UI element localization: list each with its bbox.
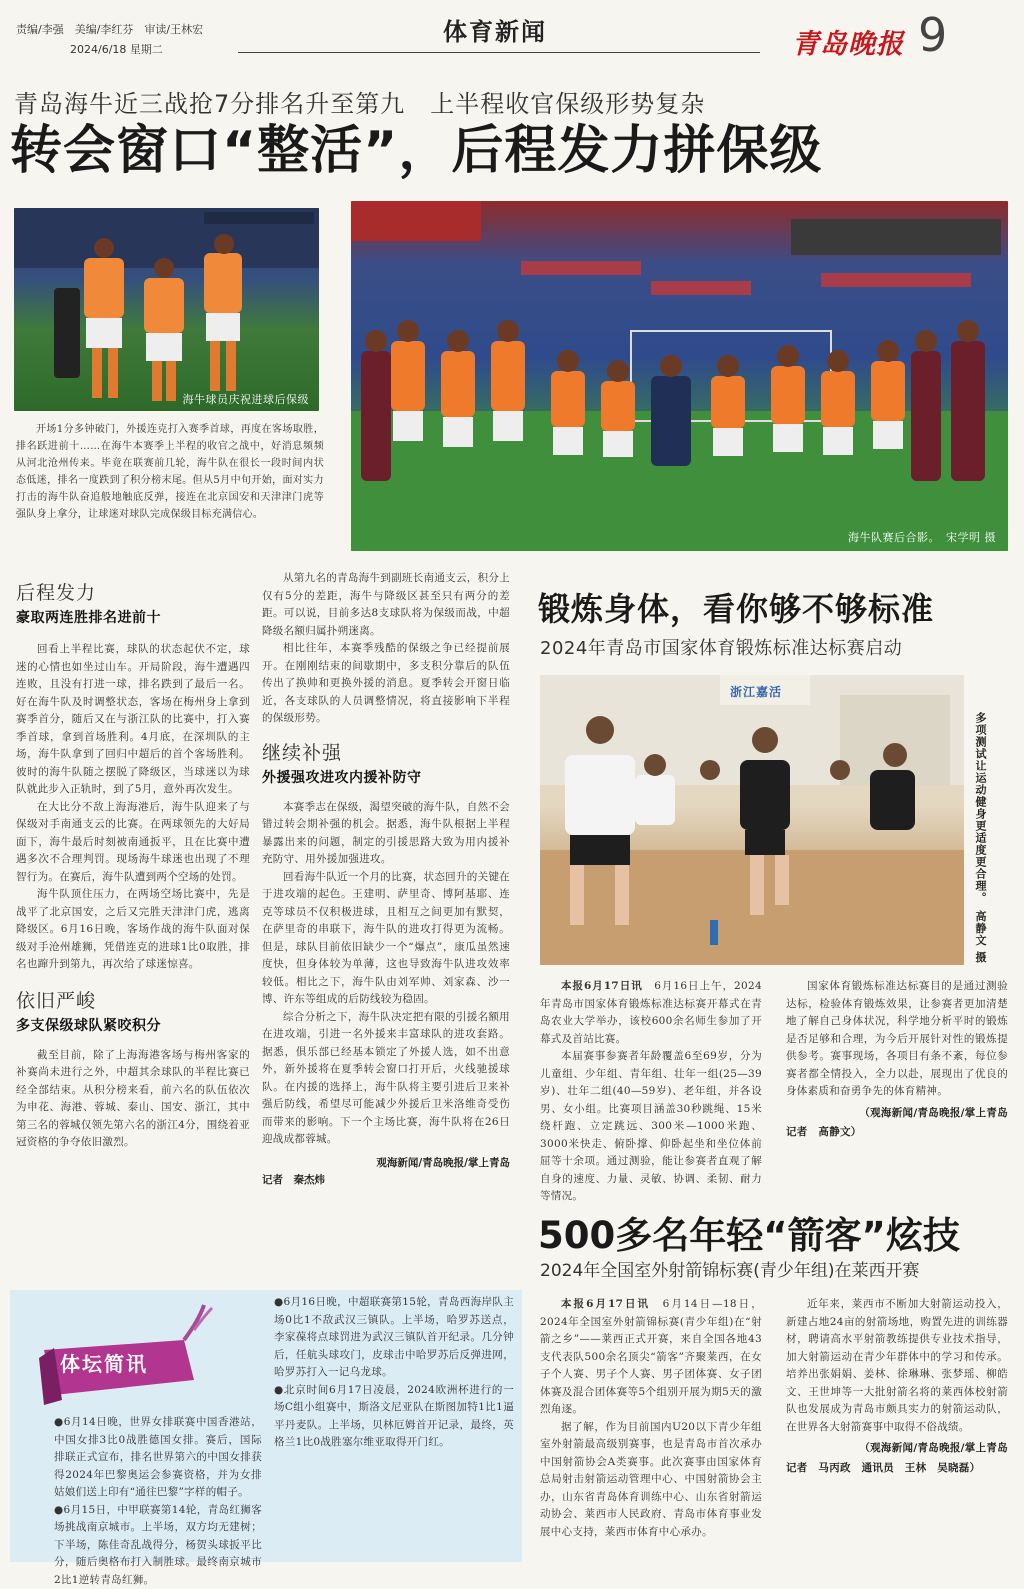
section-title: 体育新闻 (395, 12, 595, 47)
section-subheading-3: 外援强攻进攻内援补防守 (262, 767, 510, 787)
brief-item: ●北京时间6月17日凌晨，2024欧洲杯进行的一场C组小组赛中，斯洛文尼亚队在斯图加特1比1逼平丹麦队。上半场，贝林厄姆首开记录，最终，英格兰1比0战胜塞尔维亚取得开门红。 (274, 1382, 514, 1452)
section-body-2 (16, 1047, 250, 1152)
lead-intro (16, 421, 324, 523)
section-heading-2: 依旧严峻 (16, 986, 250, 1013)
paragraph: 相比往年，本赛季残酷的保级之争已经提前展开。在刚刚结束的间歇期中，多支积分靠后的队伍传出了换帅和更换外援的消息。夏季转会开窗日临近，各支球队的人员调整情况，将直接影响下半程的保级形势。 (262, 640, 510, 728)
dateline: 本报6月17日讯 (561, 980, 643, 992)
fitness-column-1 (540, 978, 762, 1206)
fitness-byline: （观海新闻/青岛晚报/掌上青岛 (786, 1105, 1008, 1123)
fitness-photo (540, 675, 964, 965)
archery-subhead: 2024年全国室外射箭锦标赛(青少年组)在莱西开赛 (540, 1256, 920, 1281)
archery-column-2 (786, 1296, 1008, 1477)
briefs-title: 体坛简讯 (60, 1348, 148, 1377)
paragraph: 本赛季志在保级，渴望突破的海牛队，自然不会错过转会期补强的机会。据悉，海牛队根据上半程暴露出来的问题，制定的引援思路大致为用内援补充防守、用外援加强进攻。 (262, 799, 510, 869)
editors-credit: 责编/李强 美编/李红芬 审读/王林宏 (16, 20, 203, 39)
photo2-caption: 海牛队赛后合影。 宋学明 摄 (848, 529, 996, 545)
paper-logo: 青岛晚报 (792, 22, 904, 61)
fitness-photo-caption: 多项测试让运动健身更适度更合理。 高静文 摄 (972, 712, 988, 963)
archery-byline: （观海新闻/青岛晚报/掌上青岛 (786, 1440, 1008, 1458)
fitness-byline-reporter: 记者 高静文） (786, 1124, 1008, 1142)
header-rule (238, 52, 760, 53)
paragraph: 回看上半程比赛，球队的状态起伏不定，球迷的心情也如坐过山车。开局阶段，海牛遭遇四连败，且没有打进一球，排名跌到了最后一名。好在海牛队及时调整状态，客场在梅州身上拿到赛季首分，随后又在与浙江队的比赛中，打入赛季首球，拿到首场胜利。4月底，在深圳队的主场，海牛队拿到了回归中超后的首个客场胜利。彼时的海牛队随之摆脱了降级区，当球迷以为球队就此步入正轨时，到了5月，意外再次发生。 (16, 641, 250, 799)
issue-date: 2024/6/18 星期二 (70, 40, 163, 59)
sports-briefs-box (10, 1290, 522, 1562)
paragraph: 回看海牛队近一个月的比赛，状态回升的关键在于进攻端的起色。王建明、萨里奇、博阿基耶、连克等球员不仅积极进球，且相互之间更加有默契，在萨里奇的串联下，海牛队的进攻打得更为流畅。但是，球队目前依旧缺少一个“爆点”，康瓜虽然速度快，但身体较为单薄，这也导致海牛队进攻效率较低。相比之下，海牛队由刘军帅、刘家森、沙一博、许东等组成的后防线较为稳固。 (262, 869, 510, 1009)
paragraph: 国家体育锻炼标准达标赛目的是通过测验达标，检验体育锻炼效果，让参赛者更加清楚地了解自己身体状况，科学地分析平时的锻炼是否足够和合理，为今后开展针对性的锻炼提供参考。赛事现场，各项目有条不紊，每位参赛者都全情投入，全力以赴，展现出了优良的身体素质和奋勇争先的体育精神。 (786, 978, 1008, 1101)
archery-column-1 (540, 1296, 762, 1541)
fitness-photo-banner: 浙江嘉活 (730, 683, 782, 700)
fitness-headline: 锻炼身体，看你够不够标准 (538, 584, 934, 630)
briefs-column-1 (54, 1414, 262, 1589)
paragraph: 近年来，莱西市不断加大射箭运动投入，新建占地24亩的射箭场地，购置先进的训练器材，聘请高水平射箭教练提供专业技术指导，加大射箭运动在青少年群体中的学习和传承。培养出张娟娟、姜林、徐琳琳、张梦瑶、柳皓文、王世坤等一大批射箭名将的莱西体校射箭队也发展成为青岛市颇具实力的射箭运动队，在世界各大射箭赛事中取得不俗战绩。 (786, 1296, 1008, 1436)
lead-intro-text: 开场1分多钟破门，外援连克打入赛季首球，再度在客场取胜，排名跃进前十……在海牛本赛季上半程的收官之战中，好消息频频从河北沧州传来。毕竟在联赛前几轮，海牛队在很长一段时间内状态低迷，排名一度跌到了积分榜末尾。但从5月中旬开始，面对实力打击的海牛队奋追般地触底反弹，接连在北京国安和天津津门虎等强队身上拿分，让球迷对球队完成保级目标充满信心。 (16, 421, 324, 523)
paragraph: 据了解，作为目前国内U20以下青少年组室外射箭最高级别赛事，也是青岛市首次承办中国射箭协会A类赛事。此次赛事由国家体育总局射击射箭运动管理中心、中国射箭协会主办，山东省青岛体育训练中心、山东省射箭运动协会、莱西市人民政府、青岛市体育事业发展中心支持，莱西市体育中心承办。 (540, 1419, 762, 1542)
lead-byline-reporter: 记者 秦杰炜 (262, 1172, 510, 1187)
paragraph: 综合分析之下，海牛队决定把有限的引援名额用在进攻端，引进一名外援来丰富球队的进攻套路。据悉，俱乐部已经基本锁定了外援人选，如不出意外，新外援将在夏季转会窗口打开后，火线驰援球队。在内援的选择上，海牛队将主要引进后卫来补强后防线，希望尽可能减少外援后卫米洛维奇受伤而带来的影响。下一个主场比赛，海牛队将在26日迎战成都蓉城。 (262, 1009, 510, 1149)
section-subheading-1: 豪取两连胜排名进前十 (16, 607, 250, 627)
brief-item: ●6月15日，中甲联赛第14轮，青岛红狮客场挑战南京城市。上半场，双方均无建树；下半场，陈佳奇乱战得分，杨贺头球扳平比分，随后奥格布打入制胜球。最终南京城市2比1逆转青岛红狮。 (54, 1502, 262, 1589)
team-photo (351, 201, 1008, 551)
fitness-subhead: 2024年青岛市国家体育锻炼标准达标赛启动 (540, 634, 902, 660)
section-body-3 (262, 799, 510, 1149)
brief-item: ●6月16日晚，中超联赛第15轮，青岛西海岸队主场0比1不敌武汉三镇队。上半场，哈罗苏送点，李家葆将点球罚进为武汉三镇队首开纪录。几分钟后，任航头球攻门，皮球击中哈罗苏后反弹进网，哈罗苏打入一记乌龙球。 (274, 1294, 514, 1382)
section-heading-3: 继续补强 (262, 738, 510, 765)
celebration-photo (14, 208, 319, 411)
section-subheading-2: 多支保级球队紧咬积分 (16, 1015, 250, 1035)
page-number: 9 (918, 10, 947, 60)
dateline: 本报6月17日讯 (561, 1298, 650, 1310)
lead-byline: 观海新闻/青岛晚报/掌上青岛 (262, 1155, 510, 1170)
lead-column-1 (16, 578, 250, 1152)
fitness-column-2 (786, 978, 1008, 1142)
section-body-1 (16, 641, 250, 974)
paragraph: 截至目前，除了上海海港客场与梅州客家的补赛尚未进行之外，中超其余球队的半程比赛已经全部结束。从积分榜来看，前六名的队伍依次为申花、海港、蓉城、泰山、国安、浙江，其中第三名的蓉城仅领先第六名的浙江4分，围绕着亚冠资格的争夺依旧激烈。 (16, 1047, 250, 1152)
paragraph: 6月16日上午，2024年青岛市国家体育锻炼标准达标赛开幕式在青岛农业大学举办，该校600余名师生参加了开幕式及首站比赛。 (540, 980, 762, 1045)
lead-headline: 转会窗口“整活”，后程发力拼保级 (10, 116, 822, 186)
brief-item: ●6月14日晚，世界女排联赛中国香港站，中国女排3比0战胜德国女排。赛后，国际排联正式宣布，排名世界第六的中国女排获得2024年巴黎奥运会参赛资格，并为女排姑娘们送上印有“通往巴黎”字样的帽子。 (54, 1414, 262, 1502)
paragraph: 本届赛事参赛者年龄覆盖6至69岁，分为儿童组、少年组、青年组、壮年一组(25—39岁)、壮年二组(40—59岁)、老年组，并各设男、女小组。比赛项目涵盖30秒跳绳、15米绕杆跑、立定跳远、300米—1000米跑、3000米快走、俯卧撑、仰卧起坐和坐位体前屈等十余项。通过测验，能让参赛者直观了解自身的速度、力量、灵敏、协调、柔韧、耐力等情况。 (540, 1048, 762, 1206)
archery-headline: 500多名年轻“箭客”炫技 (538, 1205, 960, 1259)
briefs-column-2 (274, 1294, 514, 1452)
paragraph: 6月14日—18日，2024年全国室外射箭锦标赛(青少年组)在“射箭之乡”——莱西正式开赛，来自全国各地43支代表队500余名顶尖“箭客”齐聚莱西，在女子个人赛、男子个人赛、男子团体赛、女子团体赛及混合团体赛等5个组别开展为期5天的激烈角逐。 (540, 1298, 762, 1415)
section-heading-1: 后程发力 (16, 578, 250, 605)
paragraph: 从第九名的青岛海牛到副班长南通支云，积分上仅有5分的差距，海牛与降级区甚至只有两分的差距。可以说，目前多达8支球队将为保级而战，中超降级名额归属扑朔迷离。 (262, 570, 510, 640)
lead-kicker: 青岛海牛近三战抢7分排名升至第九 上半程收官保级形势复杂 (14, 84, 705, 119)
paragraph: 海牛队顶住压力，在两场空场比赛中，先是战平了北京国安，之后又完胜天津津门虎，逃离降级区。6月16日晚，客场作战的海牛队面对保级对手沧州雄狮，凭借连克的进球1比0取胜，排名也蹿升到第九，再次给了球迷惊喜。 (16, 886, 250, 974)
lead-column-2 (262, 570, 510, 1187)
column2-body (262, 570, 510, 728)
archery-byline-reporter: 记者 马丙政 通讯员 王林 吴晓磊） (786, 1460, 1008, 1478)
paragraph: 在大比分不敌上海海港后，海牛队迎来了与保级对手南通支云的比赛。在两球领先的大好局面下，海牛最后时刻被南通扳平，且在比赛中遭遇多次不合理判罚。现场海牛球迷也出现了不理智行为。在赛后，海牛队遭到两个空场的处罚。 (16, 799, 250, 887)
photo1-caption: 海牛球员庆祝进球后保级 (183, 391, 310, 407)
